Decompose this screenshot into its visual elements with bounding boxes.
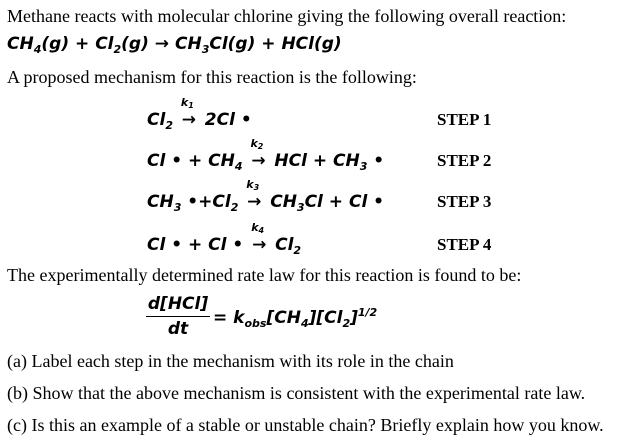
step-2-arrow: $k_2$ →	[250, 137, 266, 171]
product-hcl: HCl(g)	[281, 34, 342, 54]
step-3-equation: $CH_3$ $•+Cl_2$ $k_3$ → $CH_3Cl + Cl$ •	[147, 178, 385, 214]
step-1-equation: $Cl_2$ $k_1$ → 2Cl •	[147, 96, 252, 132]
overall-reaction: $CH_4(g) + Cl_2(g) \to CH_3Cl(g) + HCl(g)$	[7, 34, 342, 56]
reactant-chlorine: $Cl_2(g)$	[95, 34, 149, 56]
rate-law-intro: The experimentally determined rate law for this reaction is found to be:	[7, 265, 522, 285]
reactant-methane: $CH_4(g)$	[7, 34, 70, 56]
mechanism-intro: A proposed mechanism for this reaction is the following:	[7, 67, 417, 87]
question-b: (b) Show that the above mechanism is consistent with the experimental rate law.	[7, 383, 586, 403]
step-3-arrow: $k_3$ →	[246, 178, 262, 212]
step-4-arrow: $k_4$ →	[251, 221, 267, 255]
step-2-label: STEP 2	[437, 151, 492, 170]
question-a: (a) Label each step in the mechanism with its role in the chain	[7, 351, 454, 371]
rate-law-rhs: = $k_{obs}[CH_4][Cl_2]^{1/2}$	[213, 306, 378, 330]
rate-law-denominator: dt	[167, 319, 189, 339]
step-4-equation: Cl • + Cl • $k_4$ → $Cl_2$	[147, 221, 302, 257]
intro-text: Methane reacts with molecular chlorine giving the following overall reaction:	[7, 6, 567, 26]
step-1-label: STEP 1	[437, 110, 492, 129]
rate-law-fraction	[146, 294, 210, 339]
rate-law-numerator: d[HCl]	[146, 294, 210, 317]
question-c: (c) Is this an example of a stable or unstable chain? Briefly explain how you know.	[7, 415, 604, 435]
step-4-label: STEP 4	[437, 235, 492, 254]
step-1-arrow: $k_1$ →	[180, 96, 197, 130]
step-2-equation: Cl • + $CH_4$ $k_2$ → HCl + $CH_3$ •	[147, 137, 385, 173]
step-3-label: STEP 3	[437, 192, 492, 211]
product-chloromethane: $CH_3Cl(g)$	[174, 34, 256, 56]
